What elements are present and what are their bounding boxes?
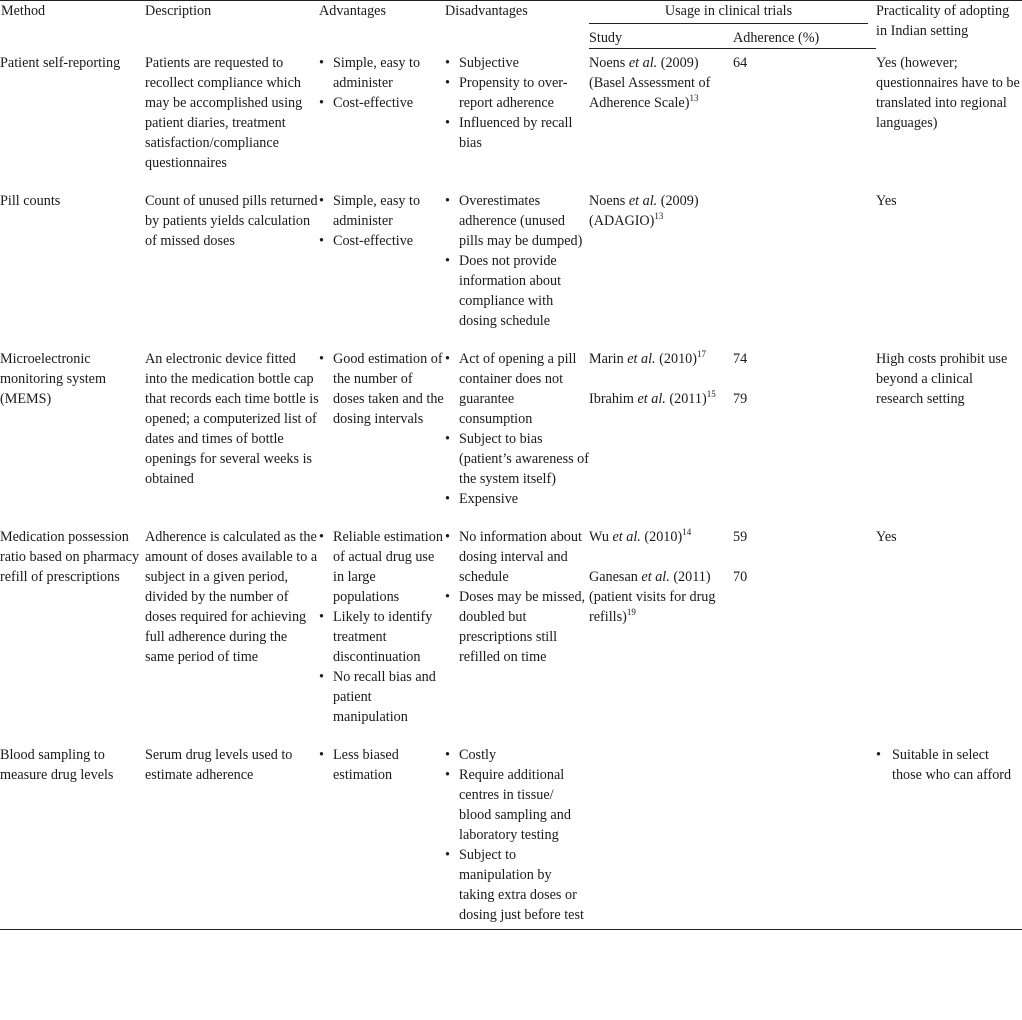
study-detail: (2011) (patient visits for drug refills) [589,568,716,625]
study-etal: et al. [637,390,666,407]
disadvantage-item: • Overestimates adherence (unused pills may be dumped) [445,191,589,251]
table-row [0,523,1022,741]
practicality-list [876,745,1022,785]
study-author: Wu [589,528,609,545]
reference-number: 13 [654,210,664,221]
practicality-cell [876,741,1022,930]
disadvantage-item: • Subjective [445,53,589,73]
reference-number: 19 [626,606,636,617]
table-row [0,187,1022,345]
description-cell: Count of unused pills returned by patients yields calculation of missed doses [145,192,318,249]
advantage-list [319,745,445,785]
disadvantages-cell [445,523,589,741]
study-citation [589,567,733,627]
advantages-cell [319,345,445,523]
header-usage-label: Usage in clinical trials [589,1,868,24]
table-row [0,345,1022,523]
advantage-item: • Cost-effective [319,231,445,251]
advantage-list [319,527,445,727]
disadvantages-cell [445,741,589,930]
disadvantages-cell [445,49,589,187]
study-detail: (2009) (ADAGIO) [589,192,699,229]
description-cell: Serum drug levels used to estimate adherence [145,741,319,930]
method-cell: Medication possession ratio based on pharmacy refill of prescriptions [0,528,140,585]
advantages-cell [319,523,445,741]
disadvantage-item: • Propensity to over-report adherence [445,73,589,113]
method-cell: Pill counts [0,192,61,209]
advantage-list [319,53,445,113]
study-author: Ibrahim [589,390,634,407]
header-description: Description [145,1,319,49]
study-etal: et al. [641,568,670,585]
study-cell [589,49,733,187]
study-etal: et al. [628,192,658,209]
advantage-item: • Less biased estimation [319,745,445,785]
advantage-item: • Good estimation of the number of doses taken and the dosing intervals [319,349,445,429]
disadvantage-list [445,191,589,331]
study-author: Noens [589,55,626,71]
disadvantage-item: • Subject to bias (patient’s awareness of the system itself) [445,429,589,489]
disadvantages-cell [445,187,589,345]
study-detail: (2010) [640,528,683,545]
adherence-cell [733,741,876,930]
header-method: Method [0,1,145,49]
study-detail: (2010) [655,350,697,367]
practicality-cell: Yes [876,528,897,545]
disadvantage-item: • Expensive [445,489,589,509]
practicality-cell: Yes (however; questionnaires have to be translated into regional languages) [876,54,1020,131]
reference-number: 14 [682,526,692,537]
study-citation [589,53,733,113]
study-citation [589,389,733,409]
disadvantage-list [445,745,589,925]
advantages-cell [319,187,445,345]
adherence-cell [733,523,876,741]
study-author: Noens [589,192,626,209]
header-practicality: Practicality of adopting in Indian setting [876,1,1022,49]
disadvantage-item: • Influenced by recall bias [445,113,589,153]
adherence-value: 59 [733,528,748,545]
study-detail: (2011) [665,390,707,407]
practicality-item: • Suitable in select those who can afford [876,745,1022,785]
disadvantage-list [445,527,589,667]
disadvantage-item: • Costly [445,745,589,765]
disadvantage-list [445,349,589,509]
study-etal: et al. [627,350,656,367]
disadvantage-item: • Does not provide information about compliance with dosing schedule [445,251,589,331]
advantage-item: • No recall bias and patient manipulation [319,667,445,727]
study-author: Marin [589,350,624,367]
disadvantage-item: • Doses may be missed, doubled but prescriptions still refilled on time [445,587,589,667]
study-cell [589,523,733,741]
method-cell: Blood sampling to measure drug levels [0,741,145,930]
study-citation [589,349,733,369]
disadvantage-item: • Subject to manipulation by taking extra doses or dosing just before test [445,845,589,925]
reference-number: 17 [696,348,706,359]
description-cell: Adherence is calculated as the amount of doses available to a subject in a given period, divided by the number of doses required for achieving full adherence during the same period of time [145,528,318,665]
header-disadvantages: Disadvantages [445,1,589,49]
description-cell: Patients are requested to recollect compliance which may be accomplished using patient diaries, treatment satisfaction/compliance questionnaires [145,54,303,171]
header-usage [589,1,876,29]
disadvantage-item: • No information about dosing interval and schedule [445,527,589,587]
advantages-cell [319,49,445,187]
advantage-list [319,191,445,251]
disadvantages-cell [445,345,589,523]
practicality-cell: High costs prohibit use beyond a clinical research setting [876,350,1008,407]
reference-number: 13 [689,93,699,103]
study-etal: et al. [628,55,658,71]
study-cell [589,741,733,930]
table-row [0,741,1022,930]
study-detail: (2009) (Basel Assessment of Adherence Scale) [589,55,711,111]
study-cell [589,187,733,345]
advantage-list [319,349,445,429]
study-cell [589,345,733,523]
study-citation [589,527,733,547]
advantage-item: • Simple, easy to administer [319,191,445,231]
disadvantage-item: • Require additional centres in tissue/ blood sampling and laboratory testing [445,765,589,845]
advantage-item: • Simple, easy to administer [319,53,445,93]
disadvantage-item: • Act of opening a pill container does not guarantee consumption [445,349,589,429]
advantage-item: • Cost-effective [319,93,445,113]
adherence-cell [733,49,876,187]
adherence-value: 64 [733,55,748,71]
header-advantages: Advantages [319,1,445,49]
table-row [0,49,1022,187]
adherence-cell [733,187,876,345]
adherence-value: 74 [733,350,748,367]
study-author: Ganesan [589,568,638,585]
table-body [0,49,1022,930]
advantages-cell [319,741,445,930]
description-cell: An electronic device fitted into the medication bottle cap that records each time bottle is opened; a computerized list of dates and times of bottle openings for several weeks is obtained [145,350,319,487]
disadvantage-list [445,53,589,153]
adherence-value [733,191,876,231]
practicality-cell: Yes [876,192,897,209]
adherence-cell [733,345,876,523]
study-etal: et al. [612,528,641,545]
method-cell: Microelectronic monitoring system (MEMS) [0,350,107,407]
study-citation [589,191,733,231]
advantage-item: • Likely to identify treatment discontinuation [319,607,445,667]
header-adherence: Adherence (%) [733,28,876,49]
adherence-value: 79 [733,390,748,407]
adherence-value: 70 [733,568,748,585]
reference-number: 15 [706,388,716,399]
method-cell: Patient self-reporting [0,54,121,71]
header-study: Study [589,28,733,49]
advantage-item: • Reliable estimation of actual drug use in large populations [319,527,445,607]
